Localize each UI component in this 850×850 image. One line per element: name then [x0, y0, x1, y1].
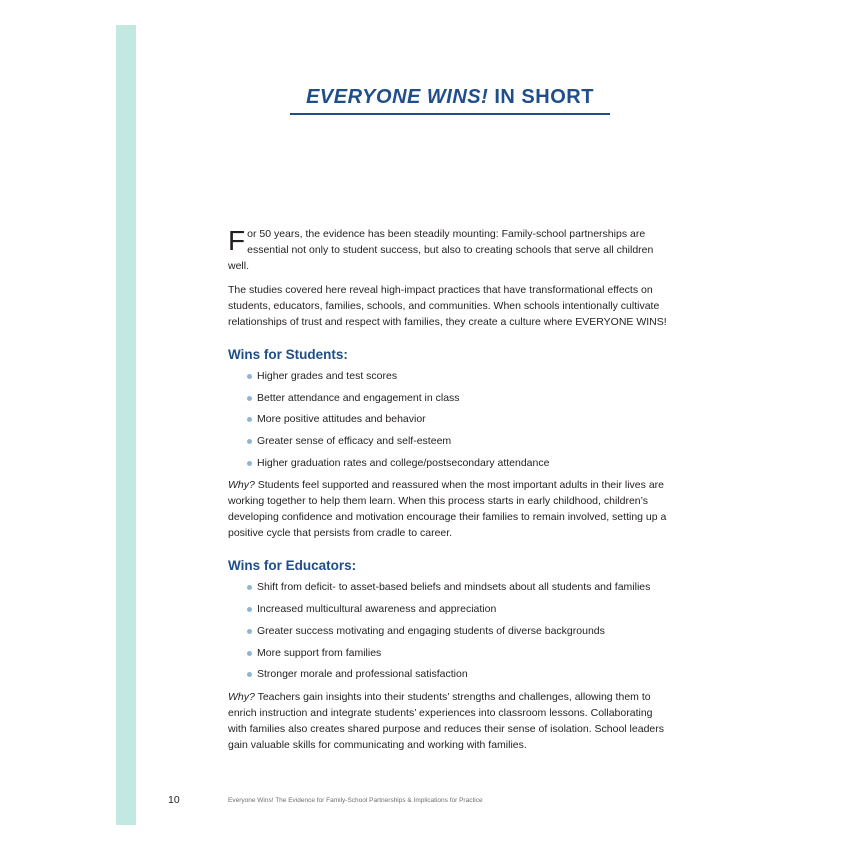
bullet-icon	[247, 607, 252, 612]
bullet-icon	[247, 417, 252, 422]
bullet-icon	[247, 439, 252, 444]
summary-paragraph: The studies covered here reveal high-impact practices that have transformational effects on students, educators, families, schools, and communities. When schools intentionally cultivate relationships of trust and respect with families, they create a culture where EVERYONE WINS!	[228, 284, 667, 328]
bullet-icon	[247, 585, 252, 590]
list-item-text: Shift from deficit- to asset-based beliefs and mindsets about all students and families	[257, 581, 651, 594]
list-item-text: Greater sense of efficacy and self-esteem	[257, 435, 452, 448]
list-item-text: Higher grades and test scores	[257, 370, 398, 382]
footer-running-title: Everyone Wins! The Evidence for Family-School Partnerships & Implications for Practice	[228, 797, 483, 804]
list-item	[228, 453, 674, 475]
list-item-text: More positive attitudes and behavior	[257, 413, 426, 426]
title-underline	[290, 113, 610, 115]
intro-text: or 50 years, the evidence has been steadily mounting: Family-school partnerships are essential not only to student success, but also to creating schools that serve all children well.	[228, 228, 654, 272]
bullet-icon	[247, 672, 252, 677]
list-item	[228, 621, 674, 643]
students-heading: Wins for Students:	[228, 347, 348, 362]
why-label: Why?	[228, 690, 255, 703]
bullet-icon	[247, 374, 252, 379]
list-item	[228, 366, 674, 388]
list-item-text: Higher graduation rates and college/postsecondary attendance	[257, 456, 550, 469]
list-item-text: More support from families	[257, 646, 382, 659]
students-why-paragraph	[228, 477, 674, 541]
bullet-icon	[247, 461, 252, 466]
list-item	[228, 643, 674, 665]
sidebar-accent-bar	[116, 25, 136, 825]
why-text: Teachers gain insights into their students’ strengths and challenges, allowing them to enrich instruction and integrate students’ experiences into classroom lessons. Collaborating with families also creates shared purpose and reduces their sense of isolation. School leaders gain valuable skills for communicating and working with families.	[228, 690, 664, 751]
list-item	[228, 431, 674, 453]
educators-list	[228, 577, 674, 685]
educators-heading: Wins for Educators:	[228, 558, 357, 574]
educators-why-paragraph	[228, 689, 674, 753]
list-item	[228, 599, 674, 621]
students-list	[228, 366, 674, 474]
article-body	[228, 226, 674, 760]
list-item	[228, 664, 674, 686]
title-italic: EVERYONE WINS!	[306, 86, 489, 108]
list-item-text: Better attendance and engagement in class	[257, 391, 460, 404]
page-title	[290, 86, 610, 109]
list-item-text: Increased multicultural awareness and appreciation	[257, 603, 497, 616]
why-text: Students feel supported and reassured when the most important adults in their lives are working together to help them learn. When this process starts in early childhood, children’s developing confidence and motivation encourage their families to remain involved, setting up a positive cycle that persists from cradle to career.	[228, 479, 667, 540]
bullet-icon	[247, 629, 252, 634]
why-label: Why?	[228, 479, 255, 492]
bullet-icon	[247, 396, 252, 401]
page-number: 10	[168, 794, 180, 806]
bullet-icon	[247, 651, 252, 656]
list-item-text: Greater success motivating and engaging students of diverse backgrounds	[257, 624, 605, 637]
list-item	[228, 577, 674, 599]
list-item-text: Stronger morale and professional satisfaction	[257, 668, 468, 681]
title-rest: IN SHORT	[488, 86, 594, 108]
intro-paragraph	[228, 226, 674, 274]
list-item	[228, 388, 674, 410]
list-item	[228, 409, 674, 431]
drop-cap: F	[228, 225, 246, 256]
